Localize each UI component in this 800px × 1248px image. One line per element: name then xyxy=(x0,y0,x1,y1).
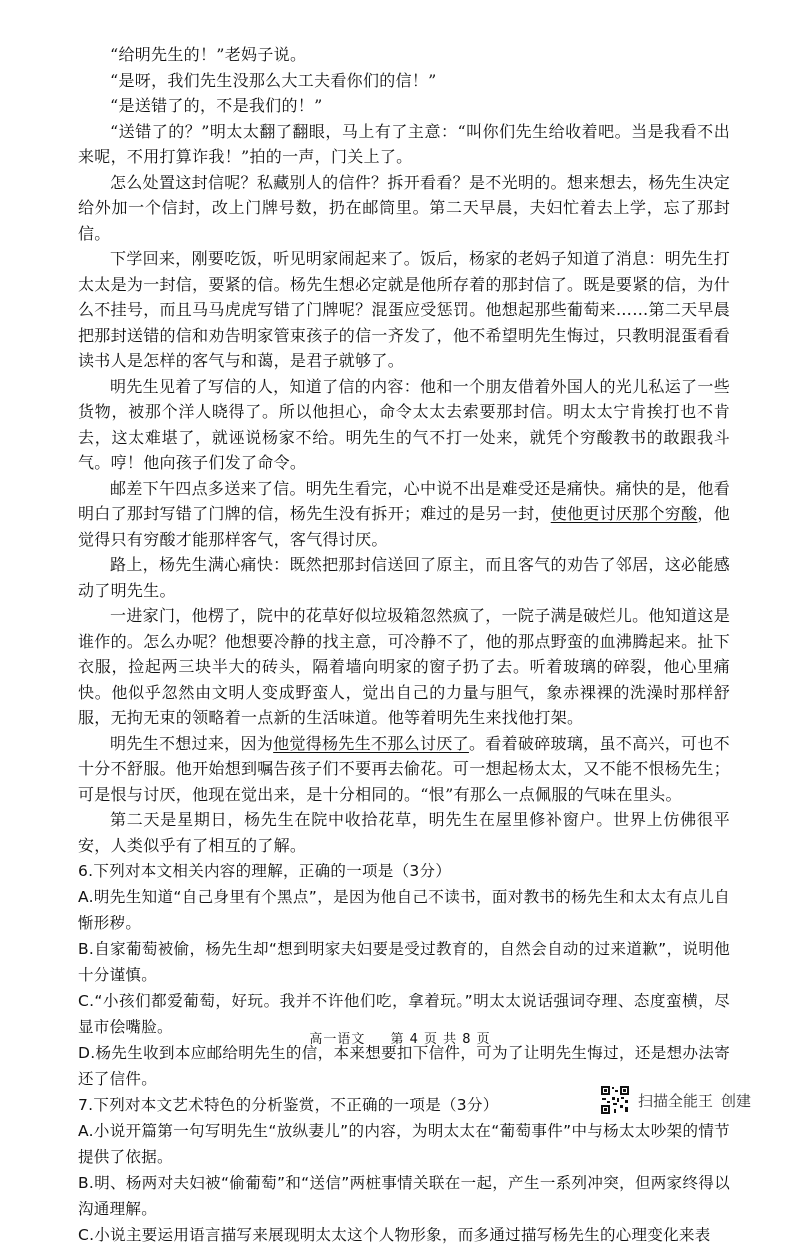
paragraph xyxy=(78,476,730,553)
paragraph: 一进家门，他楞了，院中的花草好似垃圾箱忽然疯了，一院子满是破烂儿。他知道这是谁作的。怎么办呢？他想要冷静的找主意，可冷静不了，他的那点野蛮的血沸腾起来。扯下衣服，捡起两三块半大的砖头，隔着墙向明家的窗子扔了去。听着玻璃的碎裂，他心里痛快。他似乎忽然由文明人变成野蛮人，觉出自己的力量与胆气，象赤裸裸的洗澡时那样舒服，无拘无束的领略着一点新的生活味道。他等着明先生来找他打架。 xyxy=(78,606,731,727)
text-segment: 明先生不想过来，因为 xyxy=(110,733,274,753)
paragraph: “是呀，我们先生没那么大工夫看你们的信！” xyxy=(110,70,437,90)
watermark-label: 扫描全能王 xyxy=(638,1091,714,1110)
page-number: 第 4 页 共 8 页 xyxy=(390,1032,491,1047)
question-7 xyxy=(78,1092,730,1248)
paragraph: 路上，杨先生满心痛快：既然把那封信送回了原主，而且客气的劝告了邻居，这必能感动了明先生。 xyxy=(78,555,730,600)
passage xyxy=(78,42,730,858)
paragraph: “是送错了的，不是我们的！” xyxy=(110,96,323,115)
option-b: B.自家葡萄被偷，杨先生却“想到明家夫妇要是受过教育的，自然会自动的过来道歉”，说明他十分谨慎。 xyxy=(78,940,730,984)
option-a: A.明先生知道“自己身里有个黑点”，是因为他自己不读书，面对教书的杨先生和太太有点儿自惭形秽。 xyxy=(78,888,730,932)
option-c: C.“小孩们都爱葡萄，好玩。我并不许他们吃，拿着玩。”明太太说话强词夺理、态度蛮横，尽显市侩嘴脸。 xyxy=(78,992,730,1036)
paragraph: 第二天是星期日，杨先生在院中收拾花草，明先生在屋里修补窗户。世界上仿佛很平安，人类似乎有了相互的了解。 xyxy=(78,810,730,855)
underlined-sentence: 使他更讨厌那个穷酸 xyxy=(550,504,698,523)
watermark-suffix: 创建 xyxy=(721,1091,752,1110)
text-segment: 邮差下午四点多送来了信。明先生看完，心中说不出是难受还是痛快。痛快的是，他看明白了那封写错了门牌的信，杨先生没有拆开；难过的是另一封， xyxy=(78,478,730,523)
option-a: A.小说开篇第一句写明先生“放纵妻儿”的内容，为明太太在“葡萄事件”中与杨太太吵架的情节提供了依据。 xyxy=(78,1122,730,1166)
option-c: C.小说主要运用语言描写来展现明太太这个人物形象，而多通过描写杨先生的心理变化来表 xyxy=(78,1226,711,1244)
question-stem: 7.下列对本文艺术特色的分析鉴赏，不正确的一项是（3分） xyxy=(78,1096,499,1114)
subject-label: 高一语文 xyxy=(309,1032,366,1047)
option-d: D.杨先生收到本应邮给明先生的信，本来想要扣下信件，可为了让明先生悔过，还是想办法寄还了信件。 xyxy=(78,1044,730,1088)
question-stem: 6.下列对本文相关内容的理解，正确的一项是（3分） xyxy=(78,862,452,880)
scanner-watermark xyxy=(600,1085,751,1115)
paragraph: 明先生见着了写信的人，知道了信的内容：他和一个朋友借着外国人的光儿私运了一些货物，被那个洋人晓得了。所以他担心，命令太太去索要那封信。明太太宁肯挨打也不肯去，这太难堪了，就诬说杨家不给。明先生的气不打一处来，就凭个穷酸教书的敢跟我斗气。哼！他向孩子们发了命令。 xyxy=(78,376,730,472)
paragraph: 下学回来，刚要吃饭，听见明家闹起来了。饭后，杨家的老妈子知道了消息：明先生打太太是为一封信，要紧的信。杨先生想必定就是他所存着的那封信了。既是要紧的信，为什么不挂号，而且马马虎虎写错了门牌呢？混蛋应受惩罚。他想起那些葡萄来……第二天早晨把那封送错的信和劝告明家管束孩子的信一齐发了，他不希望明先生悔过，只教明混蛋看看读书人是怎样的客气与和蔼，是君子就够了。 xyxy=(78,249,731,370)
underlined-sentence: 他觉得杨先生不那么讨厌了 xyxy=(273,733,469,753)
paragraph xyxy=(78,731,730,808)
paragraph: “给明先生的！”老妈子说。 xyxy=(110,45,307,64)
text-segment: 。看着破碎玻璃，虽不高兴，可也不十分不舒服。他开始想到嘱告孩子们不要再去偷花。可一想起杨太太，又不能不恨杨先生；可是恨与讨厌，他现在觉出来，是十分相同的。“恨”有那么一点佩服的气味在里头。 xyxy=(78,733,731,804)
option-b: B.明、杨两对夫妇被“偷葡萄”和“送信”两桩事情关联在一起，产生一系列冲突，但两家终得以沟通理解。 xyxy=(78,1174,730,1218)
qr-code-icon xyxy=(600,1085,630,1115)
question-6 xyxy=(78,858,730,1092)
text-segment: ，他觉得只有穷酸才能那样客气，客气得讨厌。 xyxy=(78,504,731,549)
document-body xyxy=(78,42,730,1248)
paragraph: 怎么处置这封信呢？私藏别人的信件？拆开看看？是不光明的。想来想去，杨先生决定给外加一个信封，改上门牌号数，扔在邮筒里。第二天早晨，夫妇忙着去上学，忘了那封信。 xyxy=(78,172,730,243)
page-footer xyxy=(0,1028,800,1047)
paragraph: “送错了的？”明太太翻了翻眼，马上有了主意：“叫你们先生给收着吧。当是我看不出来呢，不用打算诈我！”拍的一声，门关上了。 xyxy=(78,121,730,166)
